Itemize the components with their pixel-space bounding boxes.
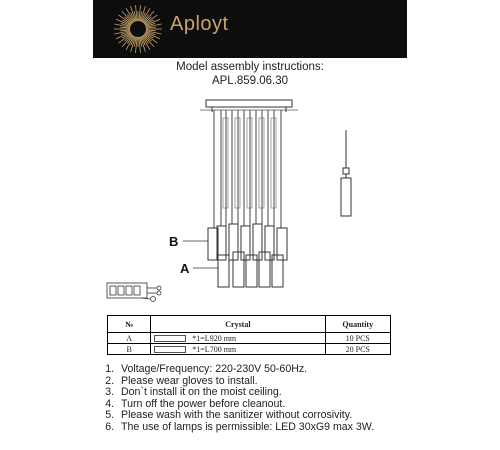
ceiling-canopy bbox=[206, 100, 292, 107]
terminal-block-icon bbox=[107, 283, 161, 302]
row-number: A bbox=[108, 333, 151, 344]
list-item: 6. The use of lamps is permissible: LED 30xG9 max 3W. bbox=[117, 422, 374, 434]
brand-name: Aployt bbox=[170, 13, 229, 35]
safety-notes bbox=[100, 364, 374, 434]
list-item: 1. Voltage/Frequency: 220-230V 50-60Hz. bbox=[117, 364, 374, 376]
model-number: APL.859.06.30 bbox=[211, 75, 289, 87]
row-quantity: 10 PCS bbox=[325, 333, 390, 344]
table-header-row bbox=[108, 316, 391, 333]
list-item: 4. Turn off the power before cleanout. bbox=[117, 399, 374, 411]
row-crystal bbox=[151, 344, 325, 355]
crystal-swatch bbox=[154, 335, 186, 342]
row-number: B bbox=[108, 344, 151, 355]
table-row bbox=[108, 344, 391, 355]
header-crystal: Crystal bbox=[151, 316, 325, 333]
list-item: 2. Please wear gloves to install. bbox=[117, 376, 374, 388]
crystal-length: *1=L700 mm bbox=[192, 344, 237, 354]
row-crystal bbox=[151, 333, 325, 344]
crystal-table bbox=[107, 315, 391, 355]
table-row bbox=[108, 333, 391, 344]
label-b: B bbox=[169, 234, 179, 249]
crystal-swatch bbox=[154, 346, 186, 353]
list-item: 3. Don`t install it on the moist ceiling. bbox=[117, 387, 374, 399]
header-quantity: Quantity bbox=[325, 316, 390, 333]
list-item: 5. Please wash with the sanitizer without corrosivity. bbox=[117, 410, 374, 422]
header-number: № bbox=[108, 316, 151, 333]
crystal-length: *1=L920 mm bbox=[192, 333, 237, 343]
row-quantity: 20 PCS bbox=[325, 344, 390, 355]
label-a: A bbox=[180, 261, 190, 276]
pendant-detail bbox=[341, 130, 351, 216]
instructions-title: Model assembly instructions: bbox=[176, 61, 324, 73]
